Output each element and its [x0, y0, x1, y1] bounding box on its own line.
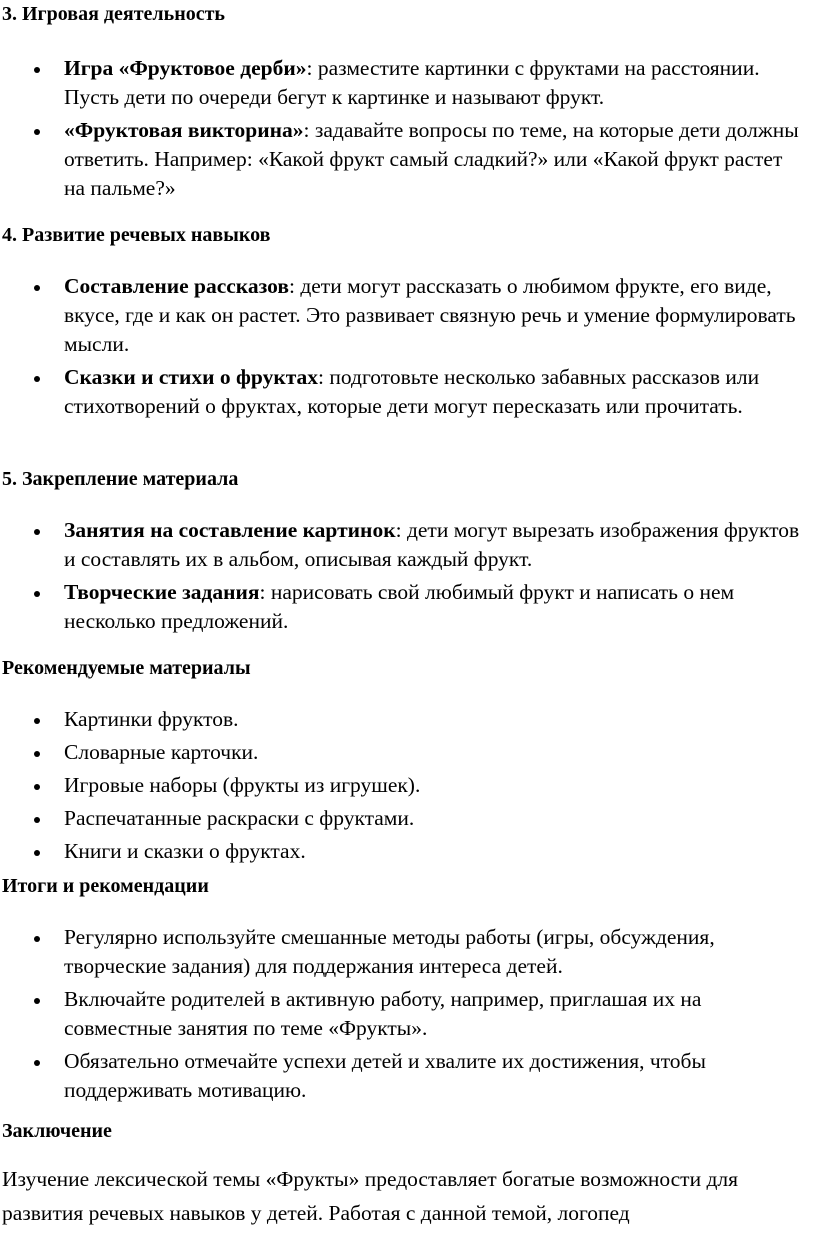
item-term: Творческие задания: [64, 580, 260, 604]
list-item: Игровые наборы (фрукты из игрушек).: [2, 771, 808, 800]
list-item: Словарные карточки.: [2, 738, 808, 767]
section-heading-summary: Итоги и рекомендации: [2, 875, 209, 897]
list-item: Обязательно отмечайте успехи детей и хвалите их достижения, чтобы поддерживать мотивацию.: [2, 1047, 808, 1105]
list-item: Регулярно используйте смешанные методы работы (игры, обсуждения, творческие задания) для поддержания интереса детей.: [2, 923, 808, 981]
list-item: [2, 116, 808, 203]
item-term: Занятия на составление картинок: [64, 518, 396, 542]
section-heading-consolidation: 5. Закрепление материала: [2, 468, 239, 490]
bullet-list-speech: [2, 272, 808, 425]
item-text: : нарисовать свой любимый фрукт и написать о нем несколько предложений.: [64, 580, 735, 633]
item-text: : дети могут вырезать изображения фруктов и составлять их в альбом, описывая каждый фрукт.: [64, 518, 800, 571]
conclusion-paragraph: Изучение лексической темы «Фрукты» предоставляет богатые возможности для развития речевых навыков у детей. Работая с данной темой, логопед: [2, 1167, 739, 1225]
list-item: Картинки фруктов.: [2, 705, 808, 734]
bullet-list-summary: [2, 923, 808, 1109]
list-item: [2, 54, 808, 112]
list-item: Распечатанные раскраски с фруктами.: [2, 804, 808, 833]
item-term: «Фруктовая викторина»: [64, 118, 304, 142]
section-heading-speech: 4. Развитие речевых навыков: [2, 224, 271, 246]
bullet-list-materials: [2, 705, 808, 870]
section-heading-materials: Рекомендуемые материалы: [2, 657, 251, 679]
bullet-list-games: [2, 54, 808, 207]
bullet-list-consolidation: [2, 516, 808, 640]
list-item: [2, 516, 808, 574]
list-item: Включайте родителей в активную работу, например, приглашая их на совместные занятия по теме «Фрукты».: [2, 985, 808, 1043]
section-heading-games: 3. Игровая деятельность: [2, 3, 225, 25]
item-term: Составление рассказов: [64, 274, 289, 298]
item-text: : дети могут рассказать о любимом фрукте, его виде, вкусе, где и как он растет. Это развивает связную речь и умение формулировать мысли.: [64, 274, 796, 356]
item-text: : разместите картинки с фруктами на расстоянии. Пусть дети по очереди бегут к картинке и называют фрукт.: [64, 56, 760, 109]
item-text: : подготовьте несколько забавных рассказов или стихотворений о фруктах, которые дети могут пересказать или прочитать.: [64, 365, 760, 418]
list-item: [2, 272, 808, 359]
list-item: [2, 363, 808, 421]
item-text: : задавайте вопросы по теме, на которые дети должны ответить. Например: «Какой фрукт самый сладкий?» или «Какой фрукт растет на пальме?»: [64, 118, 799, 200]
section-heading-conclusion: Заключение: [2, 1120, 112, 1142]
list-item: Книги и сказки о фруктах.: [2, 837, 808, 866]
item-term: Сказки и стихи о фруктах: [64, 365, 319, 389]
item-term: Игра «Фруктовое дерби»: [64, 56, 307, 80]
list-item: [2, 578, 808, 636]
